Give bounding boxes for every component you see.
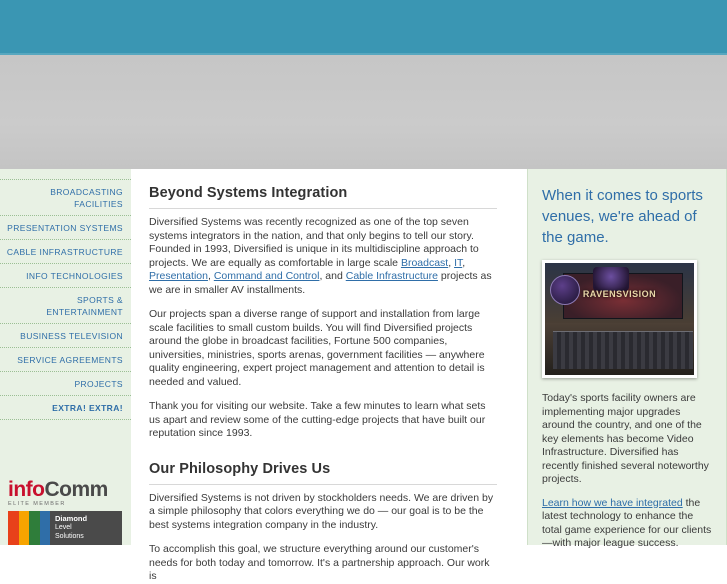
- masthead-gradient: [0, 55, 727, 169]
- rail-headline: When it comes to sports venues, we're ahead of the game.: [542, 187, 703, 246]
- link-it[interactable]: IT: [454, 256, 463, 269]
- intro-text-3: ,: [462, 256, 466, 269]
- swatch-orange-icon: [19, 511, 30, 545]
- badge-label: [50, 511, 122, 545]
- photo-audio-console: [553, 331, 693, 369]
- sidebar-link-info-technologies[interactable]: INFO TECHNOLOGIES: [26, 271, 123, 281]
- link-cable-infrastructure[interactable]: Cable Infrastructure: [345, 270, 438, 282]
- masthead-image-area: [0, 55, 727, 169]
- sidebar-item-broadcasting-facilities[interactable]: [0, 179, 131, 216]
- sidebar-link-broadcasting-facilities[interactable]: BROADCASTING FACILITIES: [50, 187, 123, 209]
- badge-line-3: Solutions: [55, 533, 84, 540]
- site-banner: [0, 0, 727, 55]
- badge-line-2: Level: [55, 524, 72, 531]
- right-rail: [527, 169, 727, 549]
- link-broadcast[interactable]: Broadcast: [400, 256, 449, 269]
- infocomm-subtitle: ELITE MEMBER: [8, 501, 66, 507]
- infocomm-wordmark: [8, 480, 126, 500]
- sidebar-item-service-agreements[interactable]: [0, 348, 131, 372]
- sidebar-link-business-television[interactable]: BUSINESS TELEVISION: [20, 331, 123, 341]
- badge-line-1: Diamond: [55, 514, 88, 523]
- link-command-and-control[interactable]: Command and Control: [213, 270, 320, 282]
- swatch-blue-icon: [40, 511, 51, 545]
- intro-text-4: ,: [207, 270, 214, 282]
- intro-paragraph-1: [149, 216, 497, 297]
- sidebar-link-sports-entertainment[interactable]: SPORTS & ENTERTAINMENT: [46, 295, 123, 317]
- link-presentation[interactable]: Presentation: [149, 270, 208, 282]
- sidebar-item-cable-infrastructure[interactable]: [0, 240, 131, 264]
- infocomm-logo: [8, 480, 126, 545]
- infocomm-wordmark-comm: Comm: [44, 478, 108, 501]
- sidebar-item-info-technologies[interactable]: [0, 264, 131, 288]
- link-learn-how-we-have-integrated[interactable]: Learn how we have integrated: [542, 496, 683, 509]
- sidebar-link-extra-extra[interactable]: EXTRA! EXTRA!: [52, 403, 123, 413]
- stadium-control-room-photo: [542, 260, 697, 378]
- rail-paragraph-2: [542, 497, 712, 551]
- sidebar-link-cable-infrastructure[interactable]: CABLE INFRASTRUCTURE: [6, 247, 123, 257]
- page-body: [0, 169, 727, 582]
- philosophy-paragraph-1: Diversified Systems is not driven by stockholders needs. We are driven by a simple philosophy that colors everything we do — our goal is to be the best systems integration company in the industry.: [149, 491, 494, 531]
- main-navigation: [0, 179, 131, 420]
- sidebar-link-service-agreements[interactable]: SERVICE AGREEMENTS: [17, 355, 123, 365]
- sidebar-item-business-television[interactable]: [0, 324, 131, 348]
- philosophy-heading: Our Philosophy Drives Us: [149, 461, 497, 485]
- sidebar-item-extra-extra[interactable]: [0, 396, 131, 420]
- sidebar-item-sports-entertainment[interactable]: [0, 288, 131, 324]
- rail-paragraph-2-text: the latest technology to enhance the total game experience for our clients—with major league success.: [542, 496, 712, 549]
- badge-color-swatches: [8, 511, 50, 545]
- main-content: [131, 169, 517, 582]
- infocomm-badge: [8, 511, 126, 545]
- sidebar-item-projects[interactable]: [0, 372, 131, 396]
- swatch-red-icon: [8, 511, 19, 545]
- intro-text-5: , and: [319, 270, 346, 282]
- sidebar: [0, 169, 131, 545]
- sidebar-link-projects[interactable]: PROJECTS: [74, 379, 123, 389]
- videoboard-caption: RAVENSVISION: [582, 289, 657, 299]
- rail-paragraph-1: Today's sports facility owners are implementing major upgrades around the country, and one of the key elements has become Video Infrastructure. Diversified has recently finished several noteworthy projects.: [542, 392, 709, 485]
- swatch-green-icon: [29, 511, 40, 545]
- philosophy-paragraph-2: To accomplish this goal, we structure everything around our customer's needs for both today and tomorrow. It's a partnership approach. Our work is: [149, 543, 490, 582]
- intro-paragraph-2: Our projects span a diverse range of support and installation from large scale facilities to small custom builds. You will find Diversified projects around the globe in broadcast facilities, Fortune 500 companies, universities, ministries, sports arenas, government facilities — anywhere quality engineering, expert project management and attention to detail is needed and valued.: [149, 308, 485, 388]
- intro-text-6: projects as we are in smaller AV installments.: [149, 270, 492, 296]
- secondary-logo-icon: [593, 267, 629, 291]
- intro-text-1: Diversified Systems was recently recognized as one of the top seven systems integrators in the nation, and that only begins to tell our story. Founded in 1993, Diversified is unique in its multidiscipline approach to projects. We are equally as comfortable in large scale: [149, 216, 479, 269]
- intro-paragraph-3: Thank you for visiting our website. Take a few minutes to learn what sets us apart and review some of the cutting-edge projects that have built our reputation since 1993.: [149, 400, 486, 439]
- page-title: Beyond Systems Integration: [149, 185, 497, 209]
- sidebar-link-presentation-systems[interactable]: PRESENTATION SYSTEMS: [7, 223, 123, 233]
- intro-text-2: ,: [448, 256, 455, 269]
- sidebar-item-presentation-systems[interactable]: [0, 216, 131, 240]
- infocomm-wordmark-info: info: [8, 478, 45, 501]
